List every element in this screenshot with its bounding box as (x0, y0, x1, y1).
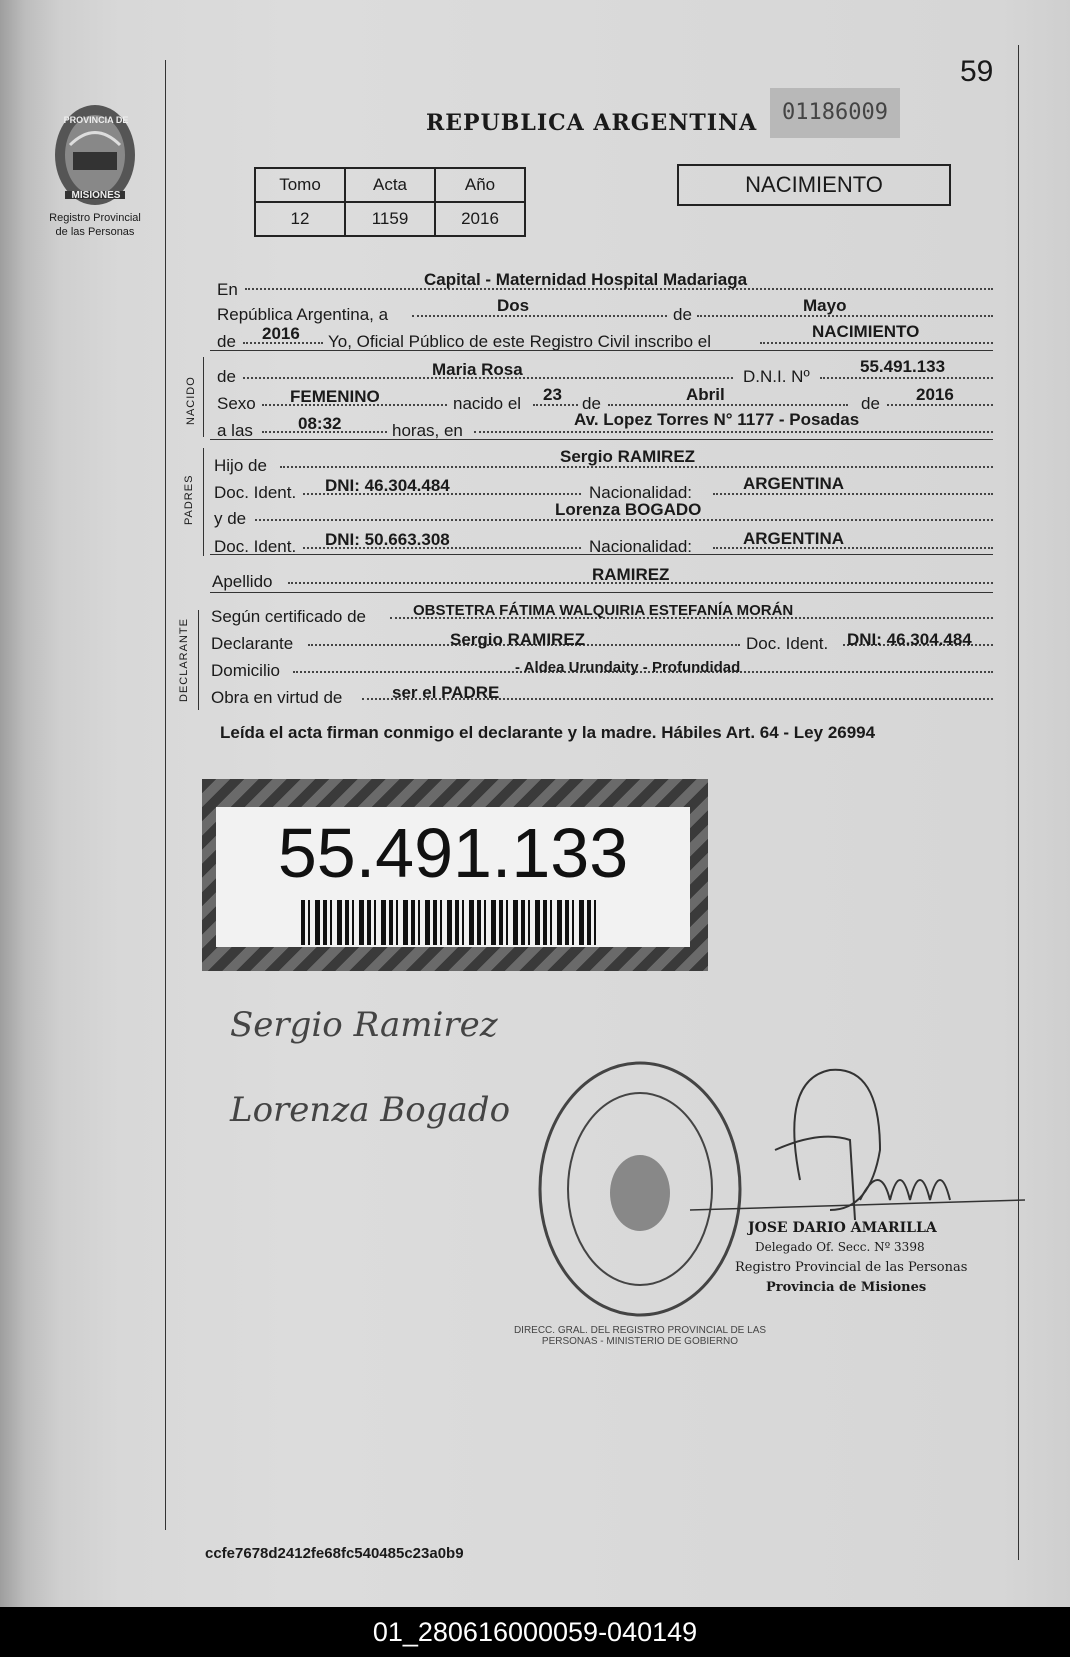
country-title: REPUBLICA ARGENTINA (426, 110, 758, 136)
day-word: Dos (497, 296, 530, 315)
logo-bottom-text: MISIONES (71, 190, 121, 201)
oficial-text: Yo, Oficial Público de este Registro Civil inscribo el (328, 332, 711, 351)
ref-value-acta: 1159 (345, 202, 435, 236)
mother-doc: DNI: 50.663.308 (325, 530, 450, 549)
official-name: JOSE DARIO AMARILLA (748, 1220, 937, 1236)
logo-top-text: PROVINCIA DE (63, 115, 129, 125)
dom-label: Domicilio (211, 661, 280, 680)
nac-label: Nacionalidad: (589, 537, 693, 556)
declarant-domicile: - Aldea Urundaity - Profundidad (515, 659, 741, 676)
registry-line-1: Registro Provincial (49, 212, 141, 224)
right-margin-line (1018, 45, 1019, 1560)
section-divider (210, 350, 993, 351)
ref-value-tomo: 12 (255, 202, 345, 236)
mother-name: Lorenza BOGADO (555, 500, 702, 519)
mother-nationality: ARGENTINA (743, 529, 845, 548)
birth-day: 23 (543, 385, 562, 404)
mother-signature: Lorenza Bogado (230, 1090, 511, 1130)
de-label: de (582, 394, 601, 413)
dotted-line (820, 377, 993, 379)
month: Mayo (803, 296, 847, 315)
year: 2016 (262, 324, 300, 343)
ref-table (254, 167, 526, 237)
de-label: de (673, 305, 692, 324)
closing-text: Leída el acta firman conmigo el declarante y la madre. Hábiles Art. 64 - Ley 26994 (220, 723, 876, 742)
birth-place: Capital - Maternidad Hospital Madariaga (424, 270, 748, 289)
ref-header-tomo: Tomo (255, 168, 345, 202)
ref-header-acta: Acta (345, 168, 435, 202)
section-divider (210, 439, 993, 440)
obra-label: Obra en virtud de (211, 688, 343, 707)
footer-id: 01_280616000059-040149 (0, 1607, 1070, 1657)
republica-label: República Argentina, a (217, 305, 389, 324)
section-bracket (198, 610, 199, 710)
padres-section-label: PADRES (183, 474, 195, 525)
nacido-section-label: NACIDO (185, 376, 197, 425)
section-divider (210, 592, 993, 593)
doc-label: Doc. Ident. (214, 483, 297, 502)
birth-year: 2016 (916, 385, 954, 404)
nacido-label: nacido el (453, 394, 522, 413)
cert-label: Según certificado de (211, 607, 366, 626)
ref-value-ano: 2016 (435, 202, 525, 236)
child-dni: 55.491.133 (860, 357, 946, 376)
father-name: Sergio RAMIREZ (560, 447, 696, 466)
birth-address: Av. Lopez Torres N° 1177 - Posadas (574, 410, 860, 429)
page-number: 59 (960, 55, 994, 88)
barcode-bars (301, 900, 601, 945)
de-label: de (217, 367, 236, 386)
de-label: de (861, 394, 880, 413)
father-nationality: ARGENTINA (743, 474, 845, 493)
de-label: de (217, 332, 236, 351)
dotted-line (608, 404, 848, 406)
official-line-4: Provincia de Misiones (766, 1280, 927, 1295)
barcode-sticker (202, 779, 708, 971)
decl-label: Declarante (211, 634, 294, 653)
sexo-label: Sexo (217, 394, 256, 413)
seal-text: DIRECC. GRAL. DEL REGISTRO PROVINCIAL DE LAS PERSONAS - MINISTERIO DE GOBIERNO (513, 1325, 767, 1347)
barcode-number: 55.491.133 (277, 814, 629, 892)
dotted-line (474, 431, 993, 433)
birth-month: Abril (686, 385, 725, 404)
apellido-label: Apellido (212, 572, 273, 591)
father-signature: Sergio Ramirez (230, 1005, 498, 1045)
section-divider (210, 554, 993, 555)
nac-label: Nacionalidad: (589, 483, 693, 502)
declarante-section-label: DECLARANTE (178, 618, 190, 702)
certificate-issuer: OBSTETRA FÁTIMA WALQUIRIA ESTEFANÍA MORÁN (413, 602, 794, 619)
father-doc: DNI: 46.304.484 (325, 476, 450, 495)
dotted-line (412, 315, 667, 317)
left-margin-line (165, 60, 166, 1530)
doc-label: Doc. Ident. (214, 537, 297, 556)
section-bracket (203, 357, 204, 437)
section-bracket (203, 448, 204, 556)
yde-label: y de (214, 509, 247, 528)
doc-label: Doc. Ident. (746, 634, 829, 653)
child-name: Maria Rosa (432, 360, 523, 379)
declarant-doc: DNI: 46.304.484 (847, 630, 972, 649)
dotted-line (760, 342, 993, 344)
obra-value: ser el PADRE (392, 683, 500, 702)
hijo-label: Hijo de (214, 456, 267, 475)
official-line-3: Registro Provincial de las Personas (735, 1260, 968, 1275)
act-type: NACIMIENTO (812, 322, 920, 341)
serial-number: 01186009 (770, 88, 900, 138)
en-label: En (217, 280, 238, 299)
sexo: FEMENINO (290, 387, 380, 406)
apellido-value: RAMIREZ (592, 565, 670, 584)
alas-label: a las (217, 421, 253, 440)
barcode-label (216, 807, 690, 947)
document-hash: ccfe7678d2412fe68fc540485c23a0b9 (205, 1545, 464, 1562)
registry-line-2: de las Personas (55, 226, 135, 238)
horas-label: horas, en (392, 421, 463, 440)
ref-header-ano: Año (435, 168, 525, 202)
birth-time: 08:32 (298, 414, 342, 433)
dni-label: D.N.I. Nº (743, 367, 810, 386)
official-line-2: Delegado Of. Secc. Nº 3398 (755, 1240, 925, 1254)
act-type-box: NACIMIENTO (677, 164, 951, 206)
declarant-name: Sergio RAMIREZ (450, 630, 586, 649)
